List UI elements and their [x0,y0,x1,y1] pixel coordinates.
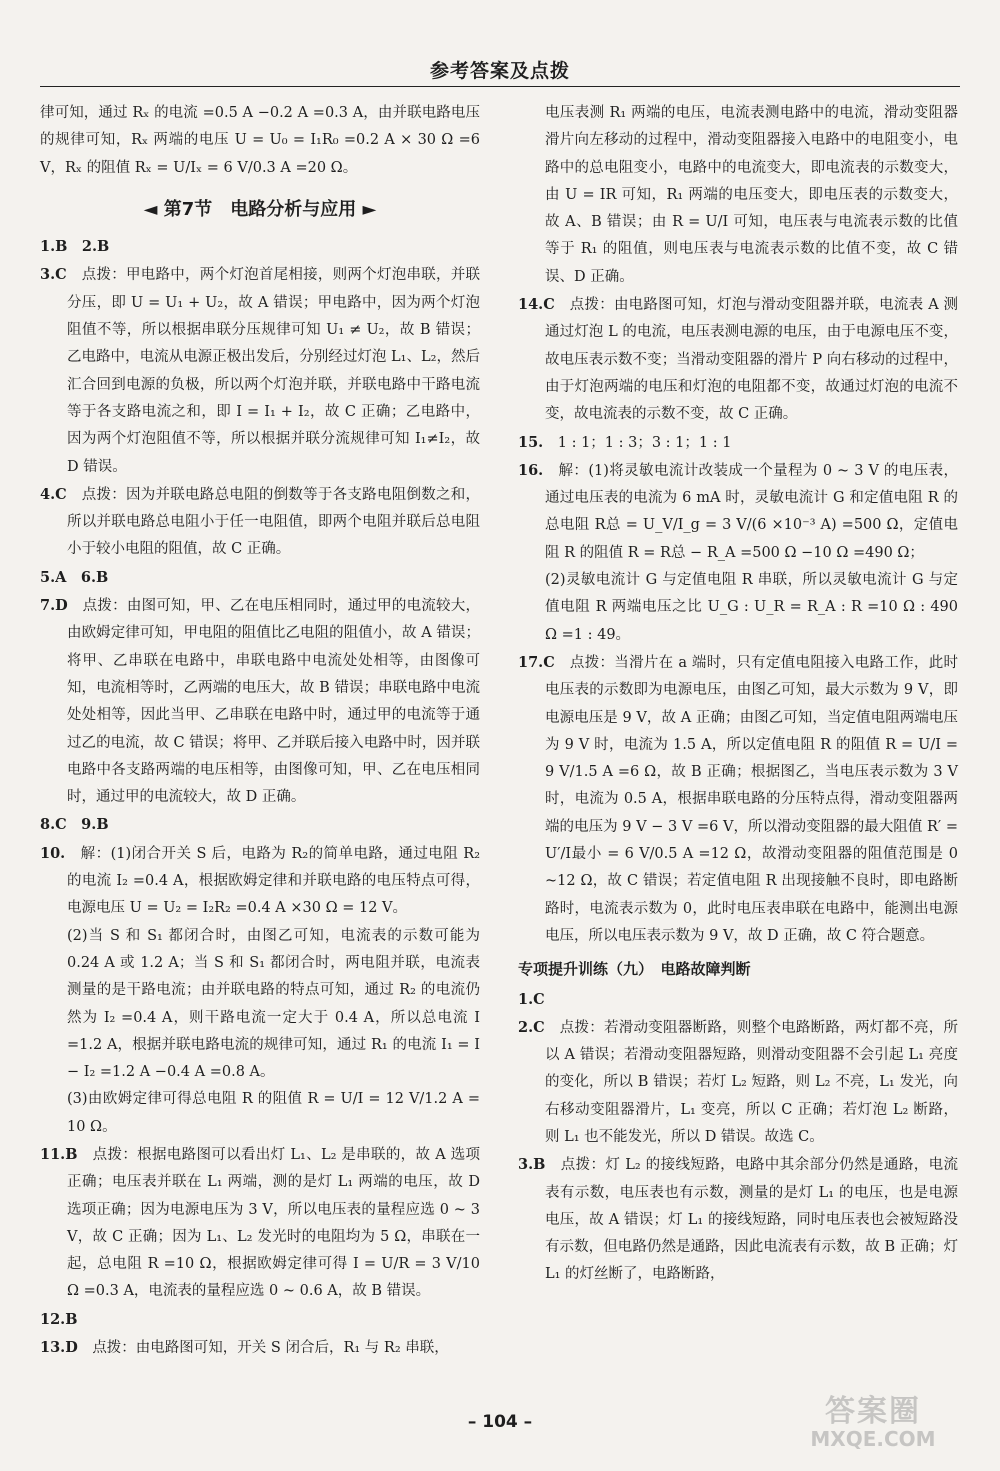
answer-label: 12.B [40,1310,78,1328]
answer-item [40,1334,480,1362]
answer-item [40,481,480,564]
answer-item [40,1306,480,1334]
answer-label: 8.C 9.B [40,816,109,834]
answer-text: 1 : 1；1 : 3；3 : 1；1 : 1 [557,434,732,451]
watermark-logo [768,1394,978,1457]
section-title: ◄ 第7节 电路分析与应用 ► [143,198,377,220]
answer-item [518,567,958,649]
answer-item [40,840,480,923]
answer-label: 1.C [518,990,545,1008]
answer-text: 点拨：由电路图可知，开关 S 闭合后，R₁ 与 R₂ 串联， [92,1340,449,1357]
answer-label: 11.B [40,1145,78,1163]
intro-paragraph: 律可知，通过 Rₓ 的电流 =0.5 A −0.2 A =0.3 A，由并联电路电压的规律可知，Rₓ 两端的电压 U = U₀ = I₁R₀ =0.2 A × 30 Ω =6 V，Rₓ 的阻值 Rₓ = U/Iₓ = 6 V/0.3 A =20 Ω。 [40,105,480,176]
answer-item [40,592,480,811]
right-answer-list [518,100,958,950]
answer-text: 点拨：因为并联电路总电阻的倒数等于各支路电阻倒数之和，所以并联电路总电阻小于任一电阻值，即两个电阻并联后总电阻小于较小电阻的阻值，故 C 正确。 [67,486,481,558]
left-column [40,100,480,1362]
answer-label: 15. [518,433,544,451]
answer-text: (2)当 S 和 S₁ 都闭合时，由图乙可知，电流表的示数可能为 0.24 A 或 1.2 A；当 S 和 S₁ 都闭合时，两电阻并联，电流表测量的是干路电流；由并联电路的特点可知，通过 R₂ 的电流仍然为 I₂ =0.4 A，则干路电流一定大于 0.4 A，所以总电流 I =1.2 A，根据并联电路电流的规律可知，通过 R₁ 的电流 I₁ = I − I₂ =1.2 A −0.4 A =0.8 A。 [67,927,480,1081]
answer-item [518,1151,958,1288]
answer-text: 点拨：由图可知，甲、乙在电压相同时，通过甲的电流较大，由欧姆定律可知，甲电阻的阻值比乙电阻的阻值小，故 A 错误；将甲、乙串联在电路中，串联电路中电流处处相等，由图像可知，电流相等时，乙两端的电压大，故 B 错误；串联电路中电流处处相等，因此当甲、乙串联在电路中时，通过甲的电流等于通过乙的电流，故 C 错误；将甲、乙并联后接入电路中时，因并联电路中各支路两端的电压相等，由图像可知，甲、乙在电压相同时，通过甲的电流较大，故 D 正确。 [67,598,481,806]
answer-item [40,811,480,839]
answer-item [40,564,480,592]
page-header-title: 参考答案及点拨 [429,60,570,82]
right-column [518,100,958,1289]
answer-item [518,457,958,567]
answer-label: 14.C [518,296,555,314]
answer-label: 2.C [518,1018,545,1036]
subsection-title: 专项提升训练（九） 电路故障判断 [518,960,751,979]
answer-text: 电压表测 R₁ 两端的电压，电流表测电路中的电流，滑动变阻器滑片向左移动的过程中，滑动变阻器接入电路中的电阻变小，电路中的总电阻变小，电路中的电流变大，即电流表的示数变大，由 U = IR 可知，R₁ 两端的电压变大，即电压表的示数变大，故 A、B 错误；由 R = U/I 可知，电压表与电流表示数的比值等于 R₁ 的阻值，则电压表与电流表示数的比值不变，故 C 错误、D 正确。 [545,105,958,285]
answer-item [518,649,958,950]
answer-label: 10. [40,844,66,862]
page-number: – 104 – [467,1412,533,1432]
answer-item [518,986,958,1014]
answer-item [40,1141,480,1306]
right-answer-list-2 [518,986,958,1289]
answer-label: 17.C [518,653,555,671]
answer-item [40,1086,480,1141]
watermark-line-1: 答案圈 [825,1394,921,1429]
answer-text: (3)由欧姆定律可得总电阻 R 的阻值 R = U/I = 12 V/1.2 A = 10 Ω。 [67,1091,480,1135]
left-answer-list [40,233,480,1362]
answer-label: 4.C [40,485,67,503]
answer-text: 点拨：甲电路中，两个灯泡首尾相接，则两个灯泡串联，并联分压，即 U = U₁ + U₂，故 A 错误；甲电路中，因为两个灯泡阻值不等，所以根据串联分压规律可知 U₁ ≠ U₂，故 B 错误；乙电路中，电流从电源正极出发后，分别经过灯泡 L₁、L₂，然后汇合回到电源的负极，所以两个灯泡并联，并联电路中干路电流等于各支路电流之和，即 I = I₁ + I₂，故 C 正确；乙电路中，因为两个灯泡阻值不等，所以根据并联分流规律可知 I₁≠I₂，故 D 错误。 [67,267,481,475]
answer-text: 点拨：若滑动变阻器断路，则整个电路断路，两灯都不亮，所以 A 错误；若滑动变阻器短路，则滑动变阻器不会引起 L₁ 亮度的变化，所以 B 错误；若灯 L₂ 短路，则 L₂ 不亮，L₁ 发光，向右移动变阻器滑片，L₁ 变亮，所以 C 正确；若灯泡 L₂ 断路，则 L₁ 也不能发光，所以 D 错误。故选 C。 [545,1019,959,1145]
answer-item [518,291,958,428]
answer-item [518,1014,958,1151]
answer-label: 1.B 2.B [40,238,110,256]
answer-label: 16. [518,461,544,479]
answer-text: 点拨：当滑片在 a 端时，只有定值电阻接入电路工作，此时电压表的示数即为电源电压，由图乙可知，最大示数为 9 V，即电源电压是 9 V，故 A 正确；由图乙可知，当定值电阻两端电压为 9 V 时，电流为 1.5 A，所以定值电阻 R 的阻值 R = U/I = 9 V/1.5 A =6 Ω，故 B 正确；根据图乙，当电压表示数为 3 V 时，电流为 0.5 A，根据串联电路的分压特点得，滑动变阻器两端的电压为 9 V − 3 V =6 V，所以滑动变阻器的最大阻值 R′ = U′/I最小 = 6 V/0.5 A =12 Ω，故滑动变阻器的阻值范围是 0 ~12 Ω，故 C 错误；若定值电阻 R 出现接触不良时，即电路断路时，电流表示数为 0，此时电压表串联在电路中，能测出电源电压，所以电压表示数为 9 V，故 D 正确，故 C 符合题意。 [545,654,958,944]
page-header [40,52,960,87]
answer-item [518,100,958,291]
answer-label: 5.A 6.B [40,568,109,586]
answer-label: 13.D [40,1339,78,1357]
answer-label: 7.D [40,597,68,615]
answer-text: 点拨：根据电路图可以看出灯 L₁、L₂ 是串联的，故 A 选项正确；电压表并联在 L₁ 两端，测的是灯 L₁ 两端的电压，故 D 选项正确；因为电源电压为 3 V，所以电压表的量程应选 0 ~ 3 V，故 C 正确；因为 L₁、L₂ 发光时的电阻均为 5 Ω，串联在一起，总电阻 R =10 Ω，根据欧姆定律可得 I = U/R = 3 V/10 Ω =0.3 A，电流表的量程应选 0 ~ 0.6 A，故 B 错误。 [67,1146,481,1300]
watermark-line-2: MXQE.COM [810,1427,936,1451]
answer-text: 解：(1)将灵敏电流计改装成一个量程为 0 ~ 3 V 的电压表，通过电压表的电流为 6 mA 时，灵敏电流计 G 和定值电阻 R 的总电阻 R总 = U_V/I_g = 3 V/(6 ×10⁻³ A) =500 Ω，定值电阻 R 的阻值 R = R总 − R_A =500 Ω −10 Ω =490 Ω； [545,462,959,561]
answer-item [40,233,480,261]
answer-text: 点拨：灯 L₂ 的接线短路，电路中其余部分仍然是通路，电流表有示数，电压表也有示数，测量的是灯 L₁ 的电压，也是电源电压，故 A 错误；灯 L₁ 的接线短路，同时电压表也会被短路没有示数，但电路仍然是通路，因此电流表有示数，故 B 正确；灯 L₁ 的灯丝断了，电路断路， [545,1157,958,1283]
answer-label: 3.C [40,266,67,284]
answer-item [40,261,480,480]
answer-text: 解：(1)闭合开关 S 后，电路为 R₂的简单电路，通过电阻 R₂的电流 I₂ =0.4 A，根据欧姆定律和并联电路的电压特点可得，电源电压 U = U₂ = I₂R₂ =0.4 A ×30 Ω = 12 V。 [67,845,481,917]
answer-text: 点拨：由电路图可知，灯泡与滑动变阻器并联，电流表 A 测通过灯泡 L 的电流，电压表测电源的电压，由于电源电压不变，故电压表示数不变；当滑动变阻器的滑片 P 向右移动的过程中，由于灯泡两端的电压和灯泡的电阻都不变，故通过灯泡的电流不变，故电流表的示数不变，故 C 正确。 [545,297,959,423]
answer-label: 3.B [518,1156,546,1174]
answer-item [40,923,480,1087]
answer-text: (2)灵敏电流计 G 与定值电阻 R 串联，所以灵敏电流计 G 与定值电阻 R 两端电压之比 U_G : U_R = R_A : R =10 Ω : 490 Ω =1 : 49。 [545,572,958,643]
answer-item [518,429,958,457]
